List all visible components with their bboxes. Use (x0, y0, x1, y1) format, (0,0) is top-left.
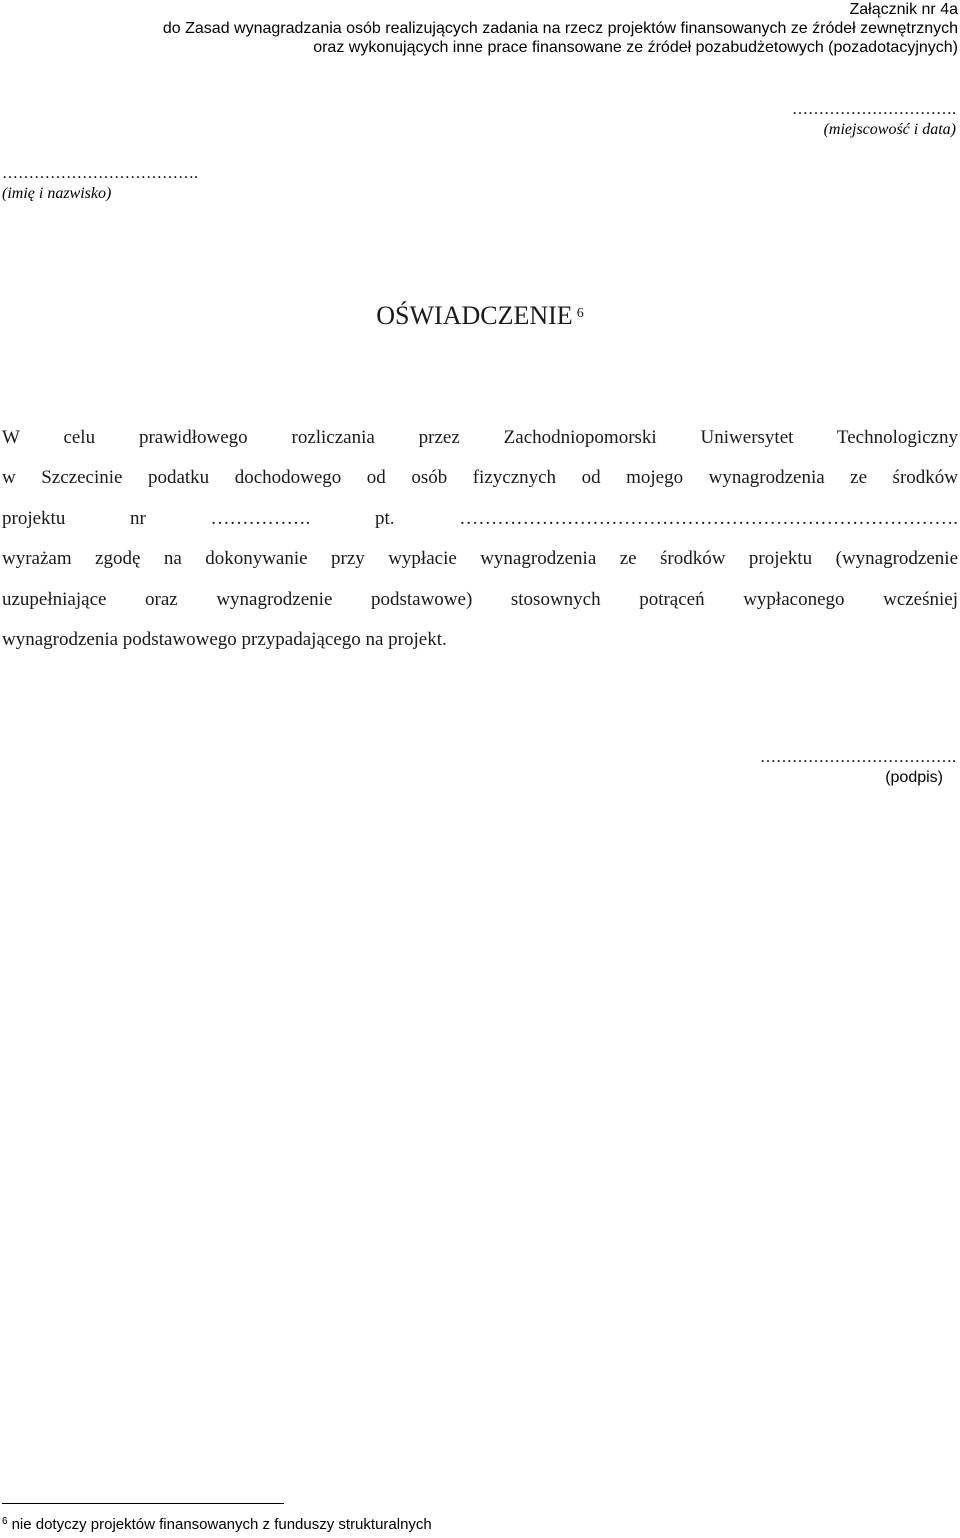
signature-label: (podpis) (885, 769, 943, 786)
document-title (0, 298, 960, 334)
footnote-mark: 6 (2, 1516, 8, 1527)
attachment-number: Załącznik nr 4a (849, 1, 958, 18)
statement-line: wyrażam zgodę na dokonywanie przy wypłacie wynagrodzenia ze środków projektu (wynagrodzenie (2, 548, 958, 570)
statement-line: W celu prawidłowego rozliczania przez Zachodniopomorski Uniwersytet Technologiczny (2, 427, 958, 448)
title-footnote-mark: 6 (576, 306, 584, 321)
name-label: (imię i nazwisko) (2, 185, 112, 202)
name-dots: ………………………………. (2, 165, 198, 182)
statement-line: w Szczecinie podatku dochodowego od osób fizycznych od mojego wynagrodzenia ze środków (2, 467, 958, 489)
statement-line: projektu nr ……………. pt. ……………………………………………………………………. (2, 507, 958, 529)
signature-dots: ………………………………. (760, 749, 956, 766)
footnote-text: nie dotyczy projektów finansowanych z funduszy strukturalnych (11, 1516, 432, 1533)
document-title-text: OŚWIADCZENIE (376, 301, 573, 330)
statement-line: uzupełniające oraz wynagrodzenie podstawowe) stosownych potrąceń wypłaconego wcześniej (2, 588, 958, 610)
place-date-dots: …………………………. (792, 101, 956, 118)
attachment-subtitle-line2: oraz wykonujących inne prace finansowane ze źródeł pozabudżetowych (pozadotacyjnych) (313, 39, 958, 56)
statement-paragraph (2, 418, 958, 660)
footnote-separator (2, 1503, 284, 1504)
footnote (2, 1515, 432, 1535)
statement-line: wynagrodzenia podstawowego przypadającego na projekt. (2, 629, 447, 651)
place-date-label: (miejscowość i data) (823, 121, 956, 138)
attachment-subtitle-line1: do Zasad wynagradzania osób realizujących zadania na rzecz projektów finansowanych ze źródeł zewnętrznych (162, 20, 958, 37)
